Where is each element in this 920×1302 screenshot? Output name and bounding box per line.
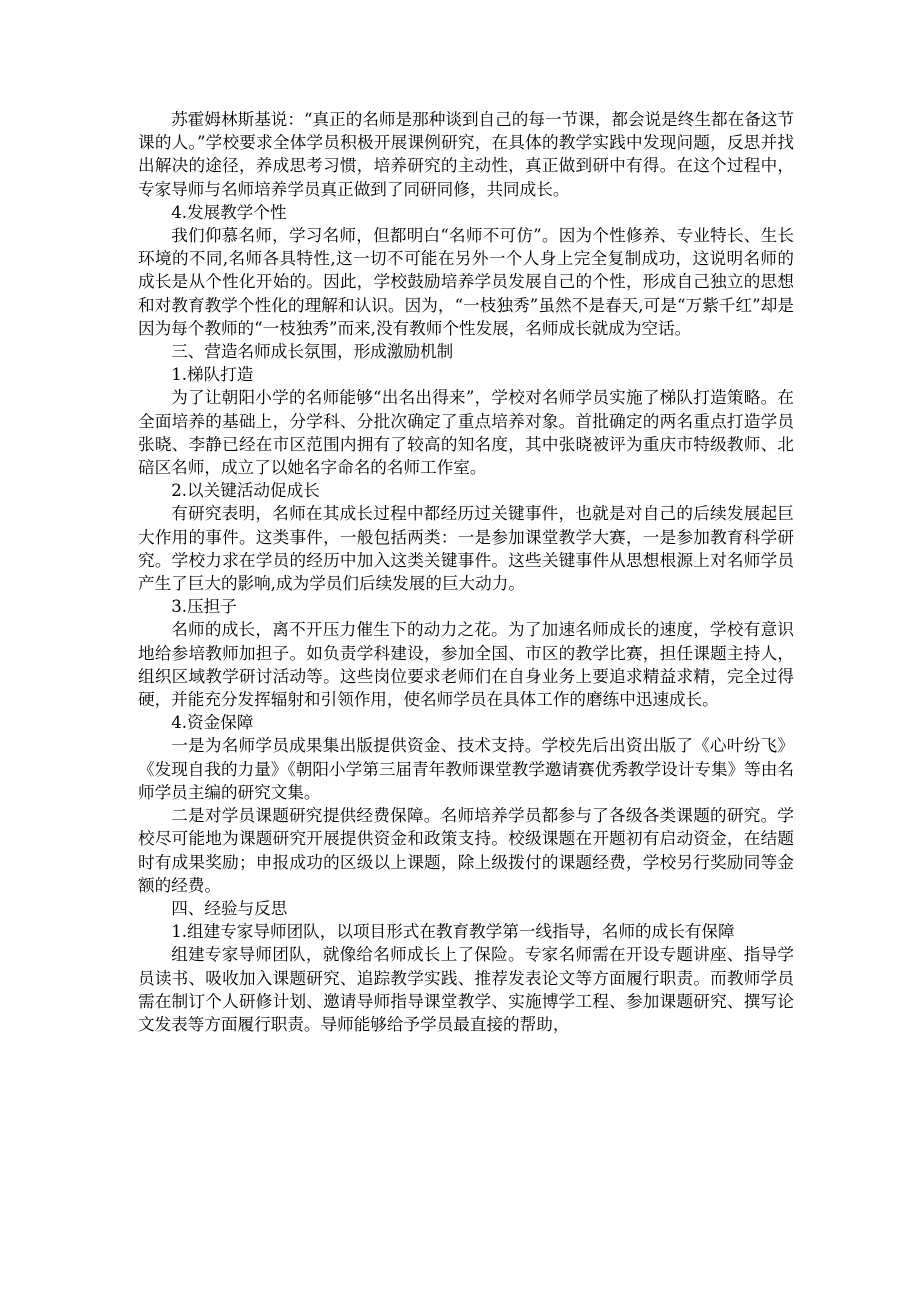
paragraph: 二是对学员课题研究提供经费保障。名师培养学员都参与了各级各类课题的研究。学校尽可能地为课题研究开展提供资金和政策支持。校级课题在开题初有启动资金，在结题时有成果奖励；申报成功的区级以上课题，除上级拨付的课题经费，学校另行奖励同等金额的经费。 — [138, 806, 794, 895]
document-body — [138, 108, 794, 1036]
section-heading: 三、营造名师成长氛围，形成激励机制 — [171, 342, 454, 362]
paragraph: 我们仰慕名师，学习名师，但都明白“名师不可仿”。因为个性修养、专业特长、生长环境的不同,名师各具特性,这一切不可能在另外一个人身上完全复制成功，这说明名师的成长是从个性化开始的。因此，学校鼓励培养学员发展自己的个性，形成自己独立的思想和对教育教学个性化的理解和认识。因为，“一枝独秀”虽然不是春天,可是“万紫千红”却是因为每个教师的“一枝独秀”而来,没有教师个性发展，名师成长就成为空话。 — [138, 226, 794, 338]
paragraph: 为了让朝阳小学的名师能够“出名出得来”，学校对名师学员实施了梯队打造策略。在全面培养的基础上，分学科、分批次确定了重点培养对象。首批确定的两名重点打造学员张晓、李静已经在市区范围内拥有了较高的知名度，其中张晓被评为重庆市特级教师、北碚区名师，成立了以她名字命名的名师工作室。 — [138, 388, 794, 478]
paragraph: 名师的成长，离不开压力催生下的动力之花。为了加速名师成长的速度，学校有意识地给参培教师加担子。如负责学科建设，参加全国、市区的教学比赛，担任课题主持人，组织区域教学研讨活动等。这些岗位要求老师们在自身业务上要追求精益求精，完全过得硬，并能充分发挥辐射和引领作用，使名师学员在具体工作的磨练中迅速成长。 — [138, 620, 794, 710]
paragraph: 有研究表明，名师在其成长过程中都经历过关键事件，也就是对自己的后续发展起巨大作用的事件。这类事件，一般包括两类：一是参加课堂教学大赛，一是参加教育科学研究。学校力求在学员的经历中加入这类关键事件。这些关键事件从思想根源上对名师学员产生了巨大的影响,成为学员们后续发展的巨大动力。 — [138, 504, 794, 594]
section-heading: 四、经验与反思 — [171, 898, 288, 918]
section-heading: 4.资金保障 — [171, 713, 254, 733]
paragraph: 一是为名师学员成果集出版提供资金、技术支持。学校先后出资出版了《心叶纷飞》《发现自我的力量》《朝阳小学第三届青年教师课堂教学邀请赛优秀教学设计专集》等由名师学员主编的研究文集。 — [138, 736, 794, 802]
section-heading: 1.组建专家导师团队，以项目形式在教育教学第一线指导，名师的成长有保障 — [171, 922, 735, 942]
section-heading: 1.梯队打造 — [171, 365, 254, 385]
section-heading: 4.发展教学个性 — [171, 202, 287, 222]
section-heading: 2.以关键活动促成长 — [171, 481, 320, 501]
paragraph: 苏霍姆林斯基说：“真正的名师是那种谈到自己的每一节课，都会说是终生都在备这节课的人。”学校要求全体学员积极开展课例研究，在具体的教学实践中发现问题，反思并找出解决的途径，养成思考习惯，培养研究的主动性，真正做到研中有得。在这个过程中，专家导师与名师培养学员真正做到了同研同修，共同成长。 — [138, 110, 794, 199]
section-heading: 3.压担子 — [171, 597, 237, 617]
paragraph: 组建专家导师团队，就像给名师成长上了保险。专家名师需在开设专题讲座、指导学员读书、吸收加入课题研究、追踪教学实践、推荐发表论文等方面履行职责。而教师学员需在制订个人研修计划、邀请导师指导课堂教学、实施博学工程、参加课题研究、撰写论文发表等方面履行职责。导师能够给予学员最直接的帮助， — [138, 945, 794, 1034]
